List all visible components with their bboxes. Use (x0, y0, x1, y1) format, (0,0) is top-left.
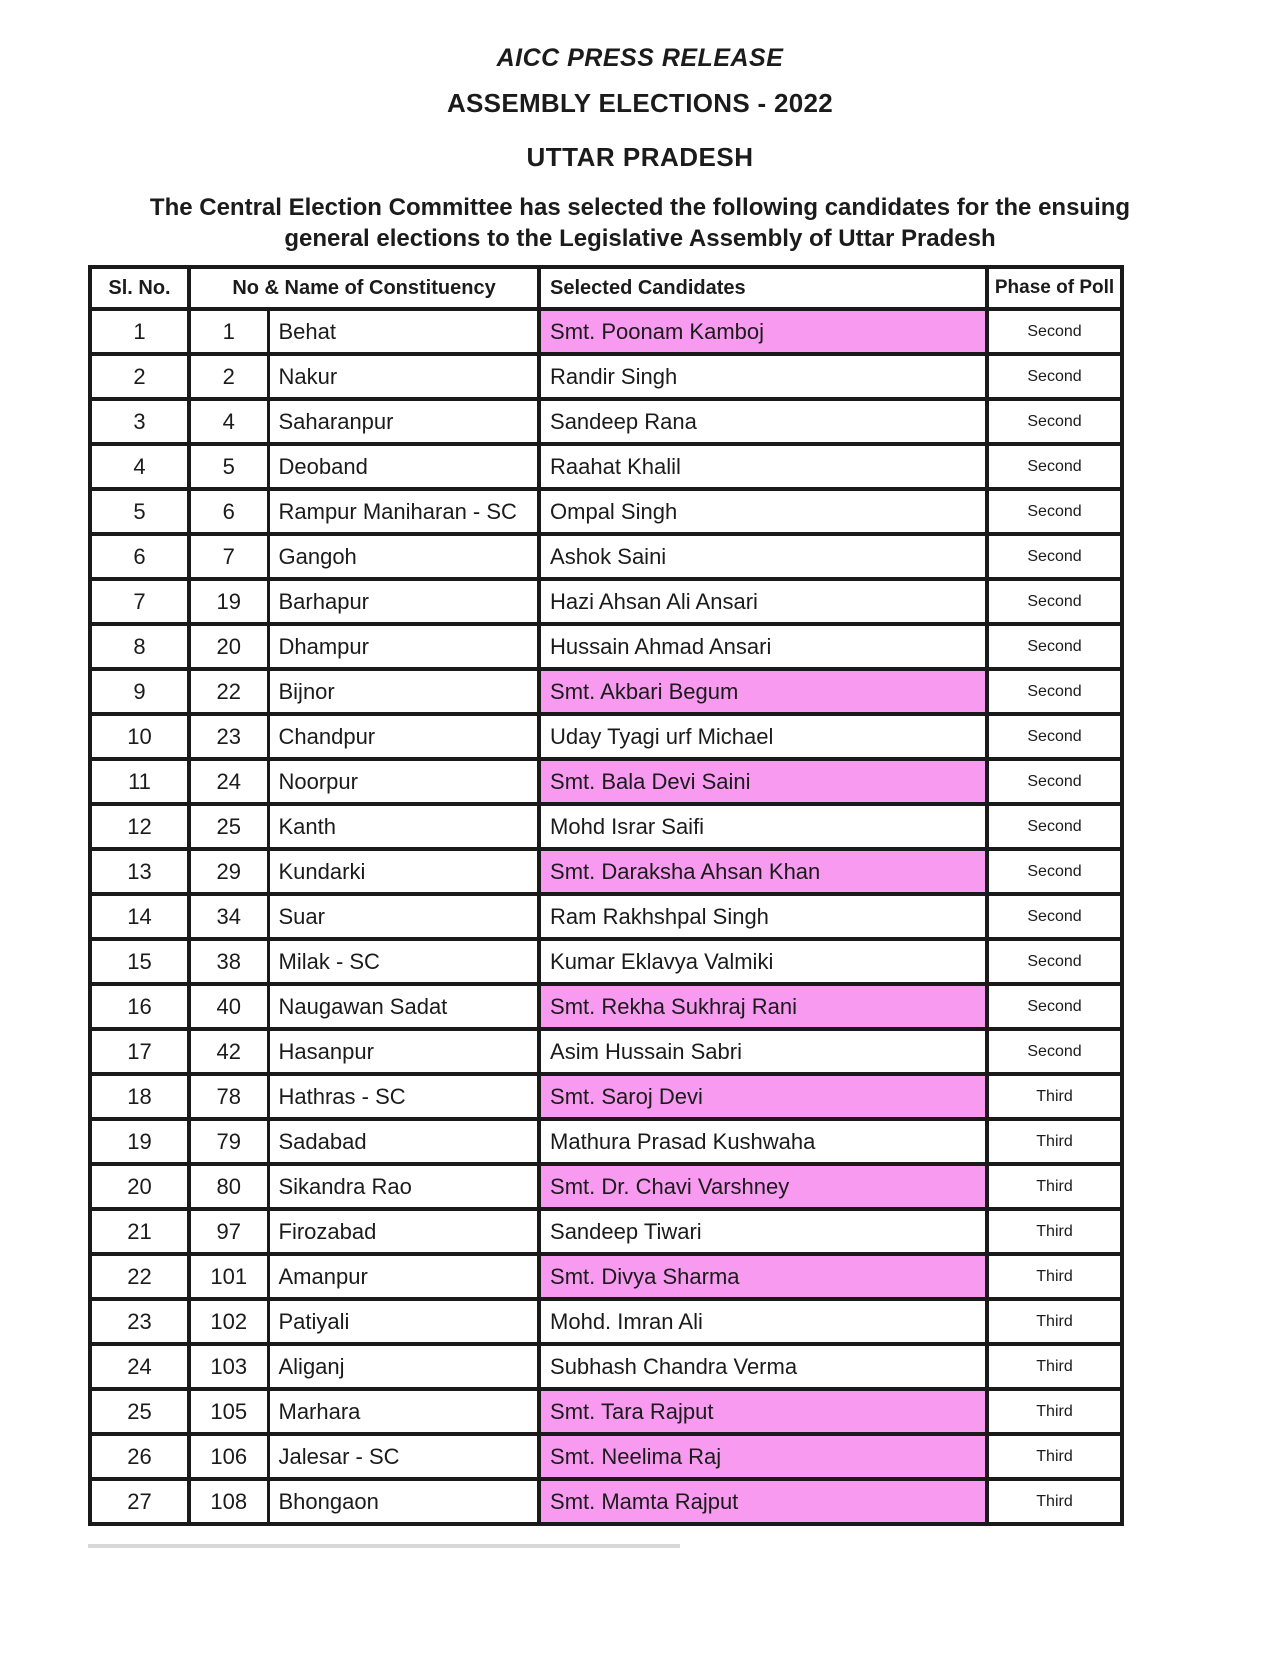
serial-number: 5 (90, 489, 189, 534)
constituency-name: Hasanpur (268, 1029, 539, 1074)
poll-phase: Third (987, 1119, 1122, 1164)
candidate-name: Smt. Poonam Kamboj (539, 309, 987, 354)
table-row (90, 444, 1122, 489)
table-row (90, 759, 1122, 804)
constituency-number: 22 (189, 669, 268, 714)
serial-number: 17 (90, 1029, 189, 1074)
candidate-name: Subhash Chandra Verma (539, 1344, 987, 1389)
constituency-number: 40 (189, 984, 268, 1029)
intro-paragraph: The Central Election Committee has selected the following candidates for the ensuing general elections to the Legislative Assembly of Uttar Pradesh (149, 194, 1131, 252)
poll-phase: Second (987, 534, 1122, 579)
constituency-name: Chandpur (268, 714, 539, 759)
constituency-name: Aliganj (268, 1344, 539, 1389)
constituency-number: 6 (189, 489, 268, 534)
serial-number: 6 (90, 534, 189, 579)
constituency-name: Naugawan Sadat (268, 984, 539, 1029)
poll-phase: Third (987, 1479, 1122, 1524)
poll-phase: Second (987, 624, 1122, 669)
serial-number: 23 (90, 1299, 189, 1344)
table-row (90, 579, 1122, 624)
constituency-number: 80 (189, 1164, 268, 1209)
candidates-table (88, 265, 1124, 1526)
constituency-name: Behat (268, 309, 539, 354)
poll-phase: Second (987, 1029, 1122, 1074)
table-row (90, 1074, 1122, 1119)
constituency-name: Deoband (268, 444, 539, 489)
serial-number: 14 (90, 894, 189, 939)
table-row (90, 984, 1122, 1029)
candidate-name: Smt. Daraksha Ahsan Khan (539, 849, 987, 894)
constituency-name: Sadabad (268, 1119, 539, 1164)
serial-number: 9 (90, 669, 189, 714)
poll-phase: Second (987, 804, 1122, 849)
constituency-number: 2 (189, 354, 268, 399)
column-header-sl-no: Sl. No. (90, 267, 189, 309)
serial-number: 24 (90, 1344, 189, 1389)
poll-phase: Second (987, 309, 1122, 354)
document-header (0, 0, 1280, 254)
constituency-number: 108 (189, 1479, 268, 1524)
candidate-name: Smt. Bala Devi Saini (539, 759, 987, 804)
constituency-number: 97 (189, 1209, 268, 1254)
table-row (90, 804, 1122, 849)
poll-phase: Second (987, 894, 1122, 939)
candidate-name: Smt. Akbari Begum (539, 669, 987, 714)
serial-number: 8 (90, 624, 189, 669)
constituency-number: 101 (189, 1254, 268, 1299)
serial-number: 10 (90, 714, 189, 759)
constituency-name: Barhapur (268, 579, 539, 624)
candidate-name: Smt. Mamta Rajput (539, 1479, 987, 1524)
constituency-name: Nakur (268, 354, 539, 399)
column-header-constituency: No & Name of Constituency (189, 267, 539, 309)
constituency-name: Noorpur (268, 759, 539, 804)
serial-number: 19 (90, 1119, 189, 1164)
column-header-candidates: Selected Candidates (539, 267, 987, 309)
serial-number: 12 (90, 804, 189, 849)
candidate-name: Sandeep Rana (539, 399, 987, 444)
table-row (90, 399, 1122, 444)
constituency-number: 23 (189, 714, 268, 759)
candidate-name: Sandeep Tiwari (539, 1209, 987, 1254)
candidate-name: Ashok Saini (539, 534, 987, 579)
constituency-name: Bijnor (268, 669, 539, 714)
candidate-name: Ram Rakhshpal Singh (539, 894, 987, 939)
serial-number: 1 (90, 309, 189, 354)
serial-number: 26 (90, 1434, 189, 1479)
candidate-name: Smt. Divya Sharma (539, 1254, 987, 1299)
poll-phase: Second (987, 759, 1122, 804)
table-row (90, 534, 1122, 579)
table-row (90, 849, 1122, 894)
candidate-name: Smt. Rekha Sukhraj Rani (539, 984, 987, 1029)
serial-number: 13 (90, 849, 189, 894)
constituency-name: Amanpur (268, 1254, 539, 1299)
poll-phase: Second (987, 399, 1122, 444)
candidate-name: Smt. Dr. Chavi Varshney (539, 1164, 987, 1209)
constituency-name: Gangoh (268, 534, 539, 579)
table-row (90, 1479, 1122, 1524)
table-row (90, 489, 1122, 534)
constituency-name: Dhampur (268, 624, 539, 669)
candidate-name: Hussain Ahmad Ansari (539, 624, 987, 669)
poll-phase: Third (987, 1344, 1122, 1389)
constituency-number: 38 (189, 939, 268, 984)
candidate-name: Smt. Tara Rajput (539, 1389, 987, 1434)
constituency-number: 25 (189, 804, 268, 849)
constituency-name: Milak - SC (268, 939, 539, 984)
poll-phase: Third (987, 1299, 1122, 1344)
constituency-number: 7 (189, 534, 268, 579)
serial-number: 2 (90, 354, 189, 399)
cropped-next-row-hint (88, 1544, 680, 1548)
constituency-number: 102 (189, 1299, 268, 1344)
serial-number: 25 (90, 1389, 189, 1434)
constituency-number: 79 (189, 1119, 268, 1164)
constituency-name: Rampur Maniharan - SC (268, 489, 539, 534)
table-row (90, 1254, 1122, 1299)
table-row (90, 669, 1122, 714)
poll-phase: Second (987, 354, 1122, 399)
serial-number: 21 (90, 1209, 189, 1254)
table-row (90, 1029, 1122, 1074)
serial-number: 7 (90, 579, 189, 624)
candidate-name: Kumar Eklavya Valmiki (539, 939, 987, 984)
poll-phase: Second (987, 669, 1122, 714)
constituency-name: Hathras - SC (268, 1074, 539, 1119)
serial-number: 15 (90, 939, 189, 984)
constituency-name: Bhongaon (268, 1479, 539, 1524)
constituency-number: 29 (189, 849, 268, 894)
constituency-number: 19 (189, 579, 268, 624)
constituency-number: 24 (189, 759, 268, 804)
poll-phase: Third (987, 1209, 1122, 1254)
column-header-phase: Phase of Poll (987, 267, 1122, 309)
constituency-name: Kundarki (268, 849, 539, 894)
table-row (90, 714, 1122, 759)
serial-number: 27 (90, 1479, 189, 1524)
table-row (90, 894, 1122, 939)
table-row (90, 1299, 1122, 1344)
constituency-number: 20 (189, 624, 268, 669)
state-title: UTTAR PRADESH (526, 142, 754, 172)
election-title: ASSEMBLY ELECTIONS - 2022 (446, 88, 834, 118)
constituency-number: 42 (189, 1029, 268, 1074)
serial-number: 4 (90, 444, 189, 489)
poll-phase: Second (987, 714, 1122, 759)
candidate-name: Uday Tyagi urf Michael (539, 714, 987, 759)
table-header-row (90, 267, 1122, 309)
serial-number: 22 (90, 1254, 189, 1299)
candidate-name: Asim Hussain Sabri (539, 1029, 987, 1074)
constituency-name: Kanth (268, 804, 539, 849)
candidate-name: Ompal Singh (539, 489, 987, 534)
table-row (90, 1344, 1122, 1389)
candidate-name: Mohd Israr Saifi (539, 804, 987, 849)
constituency-number: 106 (189, 1434, 268, 1479)
poll-phase: Second (987, 444, 1122, 489)
table-row (90, 1434, 1122, 1479)
table-row (90, 1119, 1122, 1164)
serial-number: 20 (90, 1164, 189, 1209)
constituency-number: 5 (189, 444, 268, 489)
serial-number: 16 (90, 984, 189, 1029)
poll-phase: Second (987, 984, 1122, 1029)
constituency-name: Marhara (268, 1389, 539, 1434)
constituency-name: Suar (268, 894, 539, 939)
poll-phase: Second (987, 489, 1122, 534)
poll-phase: Third (987, 1164, 1122, 1209)
constituency-number: 4 (189, 399, 268, 444)
table-row (90, 939, 1122, 984)
poll-phase: Second (987, 579, 1122, 624)
serial-number: 18 (90, 1074, 189, 1119)
table-row (90, 1389, 1122, 1434)
candidate-name: Mohd. Imran Ali (539, 1299, 987, 1344)
constituency-name: Patiyali (268, 1299, 539, 1344)
candidate-name: Mathura Prasad Kushwaha (539, 1119, 987, 1164)
candidate-name: Randir Singh (539, 354, 987, 399)
table-row (90, 624, 1122, 669)
candidate-name: Hazi Ahsan Ali Ansari (539, 579, 987, 624)
table-row (90, 1209, 1122, 1254)
constituency-name: Sikandra Rao (268, 1164, 539, 1209)
poll-phase: Second (987, 939, 1122, 984)
constituency-name: Firozabad (268, 1209, 539, 1254)
constituency-name: Jalesar - SC (268, 1434, 539, 1479)
candidate-name: Smt. Saroj Devi (539, 1074, 987, 1119)
constituency-number: 78 (189, 1074, 268, 1119)
candidate-name: Raahat Khalil (539, 444, 987, 489)
constituency-number: 103 (189, 1344, 268, 1389)
poll-phase: Third (987, 1434, 1122, 1479)
poll-phase: Third (987, 1254, 1122, 1299)
constituency-number: 34 (189, 894, 268, 939)
constituency-number: 1 (189, 309, 268, 354)
table-body (90, 309, 1122, 1524)
poll-phase: Third (987, 1074, 1122, 1119)
poll-phase: Third (987, 1389, 1122, 1434)
serial-number: 11 (90, 759, 189, 804)
table-row (90, 1164, 1122, 1209)
poll-phase: Second (987, 849, 1122, 894)
table-row (90, 309, 1122, 354)
press-release-title: AICC PRESS RELEASE (496, 44, 784, 72)
constituency-number: 105 (189, 1389, 268, 1434)
constituency-name: Saharanpur (268, 399, 539, 444)
candidate-name: Smt. Neelima Raj (539, 1434, 987, 1479)
serial-number: 3 (90, 399, 189, 444)
table-row (90, 354, 1122, 399)
